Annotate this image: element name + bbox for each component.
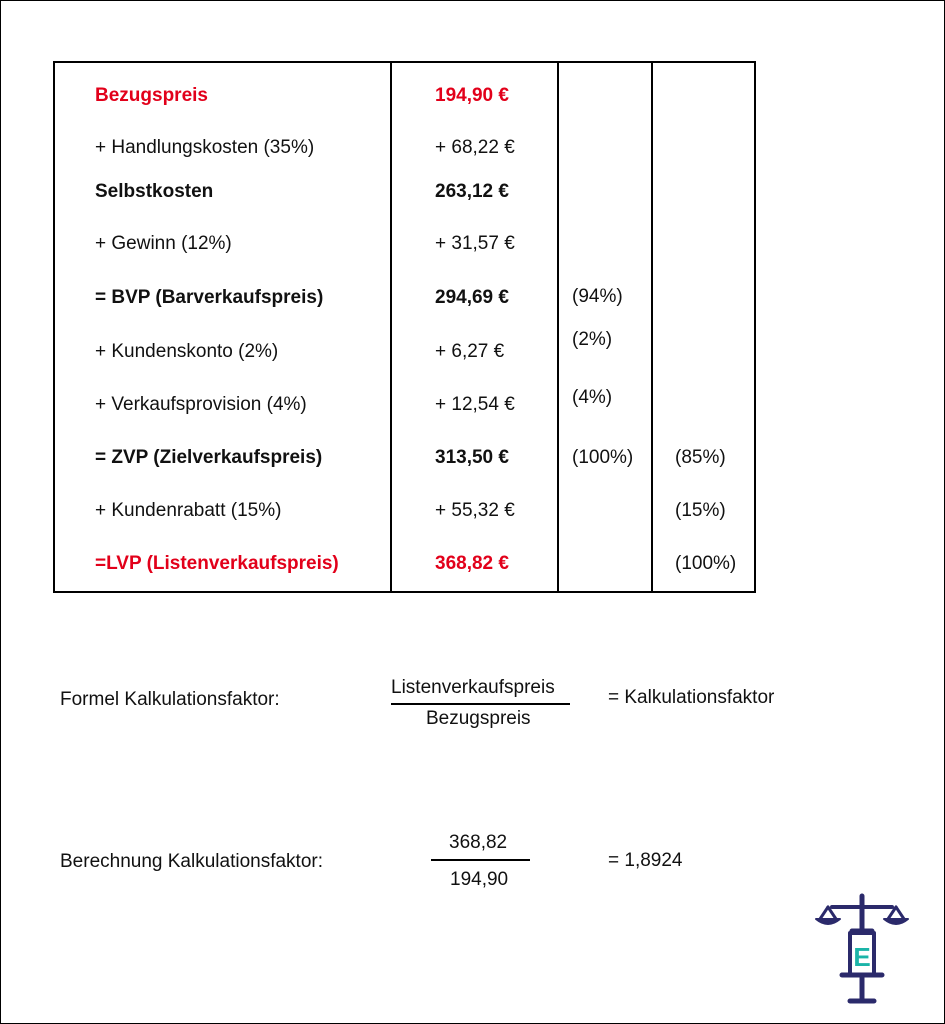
row-label: + Kundenrabatt (15%): [95, 500, 282, 521]
row-value: + 68,22 €: [435, 137, 515, 158]
row-percent-2: (85%): [675, 447, 726, 468]
calculation-denominator: 194,90: [450, 869, 509, 890]
table-row: [55, 283, 754, 313]
row-value: + 12,54 €: [435, 394, 515, 415]
row-percent-1: (100%): [572, 447, 634, 468]
formula-fraction-line: [391, 703, 570, 705]
calculation-table: [53, 61, 756, 593]
row-value: 263,12 €: [435, 181, 509, 202]
calculation-fraction-line: [431, 859, 530, 861]
calculation-result: = 1,8924: [608, 850, 683, 871]
formula-label: Formel Kalkulationsfaktor:: [60, 689, 280, 710]
table-row: [55, 387, 754, 420]
row-percent-2: (100%): [675, 553, 737, 574]
table-row: [55, 496, 754, 526]
row-label: + Handlungskosten (35%): [95, 137, 315, 158]
row-percent-1: (94%): [572, 286, 623, 307]
row-label: Selbstkosten: [95, 181, 214, 202]
calculation-label: Berechnung Kalkulationsfaktor:: [60, 851, 323, 872]
table-row: [55, 329, 754, 367]
table-row: [55, 229, 754, 259]
row-value: 368,82 €: [435, 553, 509, 574]
row-percent-1: (4%): [572, 387, 613, 408]
table-row: [55, 177, 754, 207]
row-label: = ZVP (Zielverkaufspreis): [95, 447, 323, 468]
row-percent-1: (2%): [572, 329, 613, 350]
row-value: + 55,32 €: [435, 500, 515, 521]
table-row: [55, 549, 754, 579]
row-value: + 6,27 €: [435, 341, 505, 362]
row-label: =LVP (Listenverkaufspreis): [95, 553, 339, 574]
row-label: + Verkaufsprovision (4%): [95, 394, 307, 415]
row-value: 294,69 €: [435, 287, 509, 308]
table-row: [55, 81, 754, 111]
scales-syringe-icon: [812, 893, 912, 1008]
table-row: [55, 443, 754, 473]
row-label: + Gewinn (12%): [95, 233, 232, 254]
row-value: 194,90 €: [435, 85, 509, 106]
calculation-numerator: 368,82: [449, 832, 508, 853]
row-label: = BVP (Barverkaufspreis): [95, 287, 324, 308]
table-row: [55, 133, 754, 163]
row-label: + Kundenskonto (2%): [95, 341, 279, 362]
row-value: + 31,57 €: [435, 233, 515, 254]
row-label: Bezugspreis: [95, 85, 208, 106]
row-percent-2: (15%): [675, 500, 726, 521]
formula-result: = Kalkulationsfaktor: [608, 687, 775, 708]
logo-letter: E: [853, 942, 871, 972]
row-value: 313,50 €: [435, 447, 509, 468]
formula-denominator: Bezugspreis: [426, 708, 531, 729]
formula-numerator: Listenverkaufspreis: [391, 677, 555, 698]
